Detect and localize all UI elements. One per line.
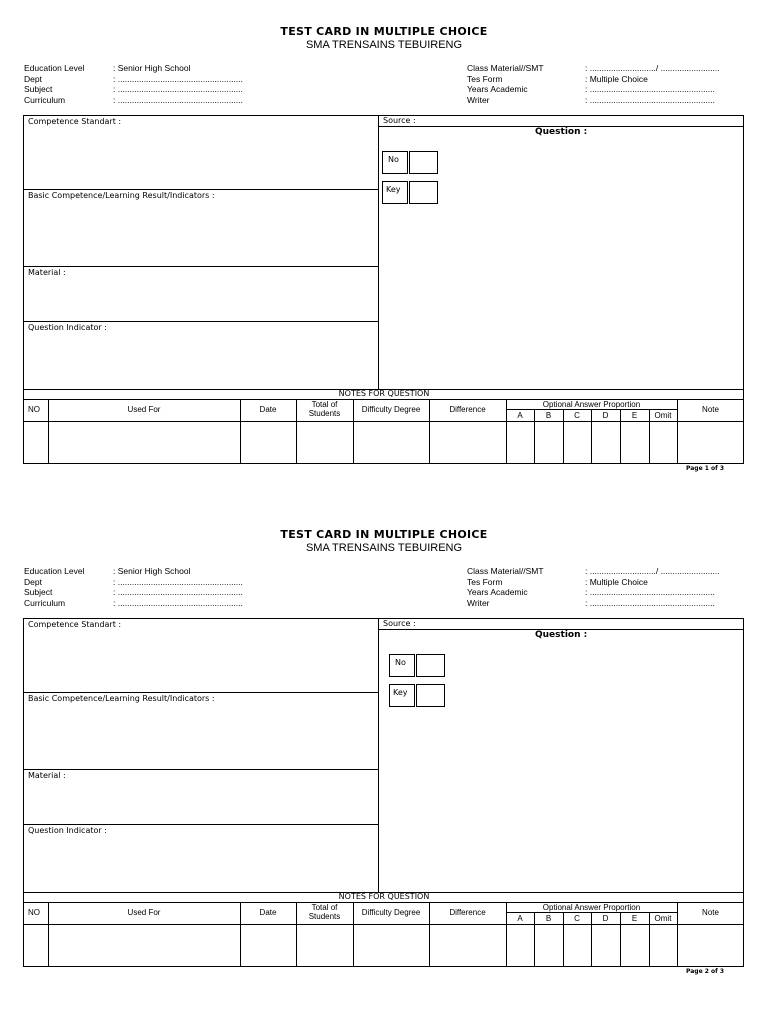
question-heading: Question : <box>535 630 588 640</box>
header-field-label: Tes Form <box>467 73 503 84</box>
option-header: B <box>545 411 552 420</box>
header-field-value: : ..................................................... <box>113 94 243 105</box>
question-indicator-label: Question Indicator : <box>28 323 107 332</box>
option-subheader-line <box>506 912 677 913</box>
header-field-value: : Senior High School <box>113 566 191 576</box>
header-field-label: Dept <box>24 576 42 587</box>
basic-competence-label: Basic Competence/Learning Result/Indicators : <box>28 191 215 200</box>
question-number-field[interactable] <box>416 654 445 677</box>
section-divider <box>23 321 378 322</box>
option-header: Omit <box>654 914 672 923</box>
header-field-value: : ..................................................... <box>585 587 715 597</box>
col-total-header: Total of <box>311 400 338 409</box>
col-total-header: Total of <box>311 903 338 912</box>
col-used-for-header: Used For <box>127 405 161 414</box>
header-field-value: : ..................................................... <box>585 94 715 105</box>
notes-header-bottom <box>23 924 744 925</box>
section-divider <box>23 692 378 693</box>
page-number: Page 2 of 3 <box>686 968 724 975</box>
header-field-label: Curriculum <box>24 94 66 105</box>
header-field-value: : ..................................................... <box>113 73 243 84</box>
col-used-for-header: Used For <box>127 908 161 917</box>
key-label: Key <box>386 185 401 194</box>
header-field-label: Education Level <box>24 566 85 576</box>
col-optional-header: Optional Answer Proportion <box>542 903 641 912</box>
key-label: Key <box>393 688 408 697</box>
competence-standard-label: Competence Standart : <box>28 620 122 629</box>
col-difficulty-header: Difficulty Degree <box>361 405 421 414</box>
col-difference-header: Difference <box>449 405 486 414</box>
school-name: SMA TRENSAINS TEBUIRENG <box>305 542 463 554</box>
col-total-header: Students <box>308 912 341 921</box>
header-field-value: : Senior High School <box>113 63 191 73</box>
option-header: D <box>602 411 609 420</box>
col-date-header: Date <box>259 405 277 414</box>
question-heading: Question : <box>535 127 588 137</box>
header-field-label: Years Academic <box>467 84 528 94</box>
header-field-label: Education Level <box>24 63 85 73</box>
option-subheader-line <box>506 409 677 410</box>
section-divider <box>23 266 378 267</box>
card-title: TEST CARD IN MULTIPLE CHOICE <box>280 25 488 38</box>
header-field-label: Dept <box>24 73 42 84</box>
question-number-field[interactable] <box>409 151 438 174</box>
header-field-label: Tes Form <box>467 576 503 587</box>
answer-key-field[interactable] <box>409 181 438 204</box>
material-label: Material : <box>28 268 66 277</box>
header-field-value: : ............................/ ......................... <box>585 63 720 73</box>
option-header: C <box>574 411 580 420</box>
col-optional-header: Optional Answer Proportion <box>542 400 641 409</box>
header-field-label: Class Material//SMT <box>467 63 544 73</box>
header-field-label: Class Material//SMT <box>467 566 544 576</box>
header-field-label: Writer <box>467 94 490 105</box>
test-card-page-2 <box>0 503 768 983</box>
col-difference-header: Difference <box>449 908 486 917</box>
header-field-value: : ..................................................... <box>113 597 243 608</box>
school-name: SMA TRENSAINS TEBUIRENG <box>305 39 463 51</box>
competence-standard-label: Competence Standart : <box>28 117 122 126</box>
option-header: C <box>574 914 580 923</box>
option-header: A <box>517 914 523 923</box>
option-header: B <box>545 914 552 923</box>
page-number: Page 1 of 3 <box>686 465 724 472</box>
card-title: TEST CARD IN MULTIPLE CHOICE <box>280 528 488 541</box>
col-date-header: Date <box>259 908 277 917</box>
col-difficulty-header: Difficulty Degree <box>361 908 421 917</box>
no-label: No <box>388 155 399 164</box>
col-no-header: NO <box>28 405 40 414</box>
notes-title: NOTES FOR QUESTION <box>338 892 430 901</box>
col-note-header: Note <box>702 908 719 917</box>
header-field-value: : ..................................................... <box>113 576 243 587</box>
col-total-header: Students <box>308 409 341 418</box>
header-field-label: Subject <box>24 84 53 94</box>
notes-title: NOTES FOR QUESTION <box>338 389 430 398</box>
column-divider <box>378 115 379 389</box>
option-header: E <box>631 411 638 420</box>
header-field-value: : ..................................................... <box>585 84 715 94</box>
answer-key-field[interactable] <box>416 684 445 707</box>
header-field-value: : Multiple Choice <box>585 576 648 587</box>
notes-header-bottom <box>23 421 744 422</box>
section-divider <box>23 769 378 770</box>
option-header: E <box>631 914 638 923</box>
test-card-page-1 <box>0 0 768 480</box>
header-field-value: : Multiple Choice <box>585 73 648 84</box>
section-divider <box>23 189 378 190</box>
header-field-value: : ..................................................... <box>113 587 243 597</box>
no-label: No <box>395 658 406 667</box>
header-field-label: Writer <box>467 597 490 608</box>
header-field-label: Curriculum <box>24 597 66 608</box>
source-label: Source : <box>383 619 416 628</box>
option-header: Omit <box>654 411 672 420</box>
column-divider <box>378 618 379 892</box>
header-field-value: : ..................................................... <box>585 597 715 608</box>
header-field-value: : ............................/ ......................... <box>585 566 720 576</box>
option-header: D <box>602 914 609 923</box>
header-field-label: Subject <box>24 587 53 597</box>
basic-competence-label: Basic Competence/Learning Result/Indicators : <box>28 694 215 703</box>
question-indicator-label: Question Indicator : <box>28 826 107 835</box>
header-field-value: : ..................................................... <box>113 84 243 94</box>
col-note-header: Note <box>702 405 719 414</box>
col-no-header: NO <box>28 908 40 917</box>
section-divider <box>23 824 378 825</box>
source-label: Source : <box>383 116 416 125</box>
header-field-label: Years Academic <box>467 587 528 597</box>
option-header: A <box>517 411 523 420</box>
material-label: Material : <box>28 771 66 780</box>
